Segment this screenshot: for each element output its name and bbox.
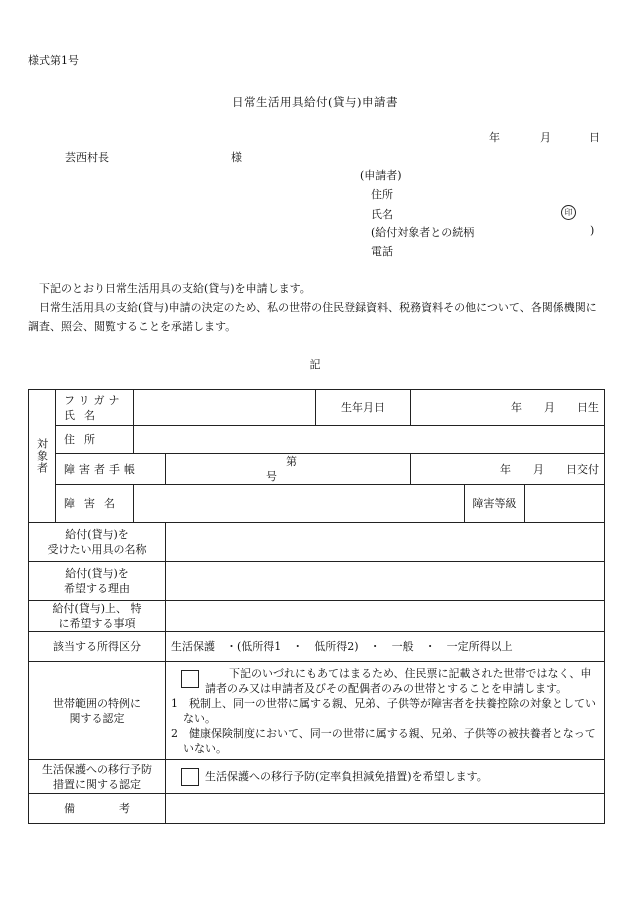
- ki-marker: 記: [309, 358, 321, 371]
- welfare-text: 生活保護への移行予防(定率負担減免措置)を希望します。: [205, 769, 488, 783]
- seal-mark: 印: [561, 205, 576, 220]
- household-condition-1: 1 税制上、同一の世帯に属する親、兄弟、子供等が障害者を扶養控除の対象としていない。: [171, 696, 596, 725]
- disability-name-input[interactable]: [134, 485, 465, 523]
- furigana-name-label: フリガナ 氏名: [56, 390, 134, 426]
- handbook-label: 障害者手帳: [56, 454, 166, 485]
- income-category-options[interactable]: 生活保護 ・(低所得1 ・ 低所得2) ・ 一般 ・ 一定所得以上: [166, 632, 605, 662]
- reason-label: 給付(貸与)を 希望する理由: [29, 562, 166, 601]
- household-condition-2: 2 健康保険制度において、同一の世帯に属する親、兄弟、子供等の被扶養者となっていない。: [171, 726, 596, 755]
- applicant-address-label: 住所: [371, 188, 393, 201]
- welfare-prevention-label: 生活保護への移行予防 措置に関する認定: [29, 760, 166, 794]
- applicant-relation-label: (給付対象者との続柄: [371, 226, 475, 239]
- date-year: 年: [489, 131, 500, 144]
- household-text: 下記のいづれにもあてはまるため、住民票に記載された世帯ではなく、申請者のみ又は申請者及びその配偶者のみの世帯とすることを申請します。: [205, 666, 592, 695]
- reason-input[interactable]: [166, 562, 605, 601]
- date-day: 日: [589, 131, 600, 144]
- address-label: 住所: [56, 426, 134, 454]
- household-checkbox[interactable]: [181, 670, 199, 688]
- applicant-name-label: 氏名: [371, 208, 393, 221]
- remarks-label: 備 考: [29, 794, 166, 824]
- household-special-label: 世帯範囲の特例に 関する認定: [29, 662, 166, 760]
- disability-grade-label: 障害等級: [465, 485, 525, 523]
- special-request-label: 給付(貸与)上、 特 に希望する事項: [29, 601, 166, 632]
- body-line-1: 下記のとおり日常生活用具の支給(貸与)を申請します。: [39, 282, 311, 295]
- page-title: 日常生活用具給付(貸与)申請書: [232, 95, 398, 109]
- disability-grade-input[interactable]: [525, 485, 605, 523]
- body-line-2: 日常生活用具の支給(貸与)申請の決定のため、私の世帯の住民登録資料、税務資料その他について、各関係機関に調査、照会、閲覧することを承諾します。: [28, 301, 597, 333]
- form-number: 様式第1号: [28, 54, 79, 67]
- name-input-cell[interactable]: [134, 390, 316, 426]
- date-month: 月: [540, 131, 551, 144]
- birthdate-label: 生年月日: [316, 390, 411, 426]
- subject-label: 対象者: [29, 390, 56, 523]
- handbook-issue-date[interactable]: 年 月 日交付: [411, 454, 605, 485]
- birthdate-value[interactable]: 年 月 日生: [411, 390, 605, 426]
- handbook-number-cell[interactable]: 第 号: [166, 454, 411, 485]
- applicant-heading: (申請者): [360, 169, 402, 182]
- item-name-input[interactable]: [166, 523, 605, 562]
- addressee-name: 芸西村長: [65, 151, 109, 164]
- household-special-cell: [166, 662, 605, 760]
- welfare-prevention-cell: [166, 760, 605, 794]
- address-input-cell[interactable]: [134, 426, 605, 454]
- income-category-label: 該当する所得区分: [29, 632, 166, 662]
- special-request-input[interactable]: [166, 601, 605, 632]
- disability-name-label: 障害名: [56, 485, 134, 523]
- addressee-honorific: 様: [231, 151, 242, 164]
- application-table: [28, 389, 605, 824]
- applicant-phone-label: 電話: [371, 245, 393, 258]
- applicant-relation-close: ): [590, 224, 595, 237]
- remarks-input[interactable]: [166, 794, 605, 824]
- welfare-checkbox[interactable]: [181, 768, 199, 786]
- item-name-label: 給付(貸与)を 受けたい用具の名称: [29, 523, 166, 562]
